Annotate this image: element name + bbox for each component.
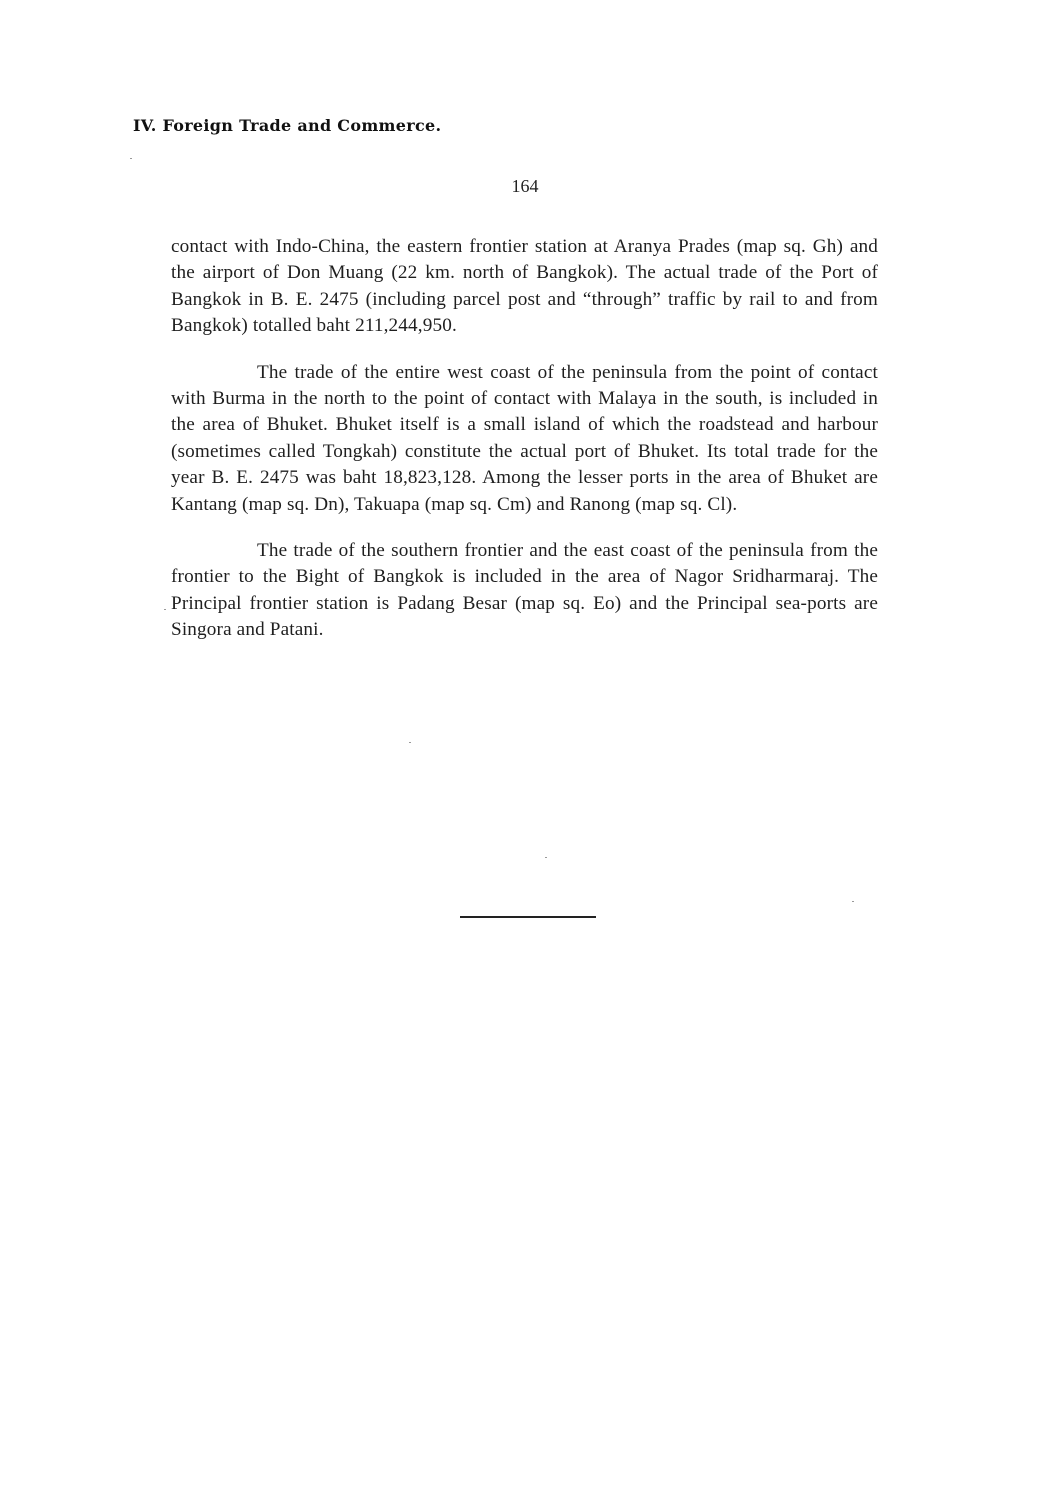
- paragraph-southern-frontier: The trade of the southern frontier and the east coast of the peninsula from the frontier to the Bight of Bangkok is included in the area of Nagor Sridharmaraj. The Principal frontier station is Padang Besar (map sq. Eo) and the Principal sea-ports are Singora and Patani.: [171, 540, 878, 641]
- scan-speck: [545, 857, 547, 858]
- scan-speck: [852, 901, 854, 902]
- paragraph-west-coast: The trade of the entire west coast of the peninsula from the point of contact with Burma in the north to the point of contact with Malaya in the south, is included in the area of Bhuket. Bhuket itself is a small island of which the roadstead and harbour (sometimes called Tongkah) constitute the actual port of Bhuket. Its total trade for the year B. E. 2475 was baht 18,823,128. Among the lesser ports in the area of Bhuket are Kantang (map sq. Dn), Takuapa (map sq. Cm) and Ranong (map sq. Cl).: [171, 361, 878, 515]
- page-number: 164: [511, 176, 539, 196]
- body-text: [171, 234, 878, 644]
- scan-speck: [164, 609, 166, 610]
- scan-speck: [409, 742, 411, 743]
- section-heading: IV. Foreign Trade and Commerce.: [133, 116, 442, 135]
- scan-speck: [130, 158, 132, 159]
- paragraph-continuation: contact with Indo-China, the eastern frontier station at Aranya Prades (map sq. Gh) and the airport of Don Muang (22 km. north of Bangkok). The actual trade of the Port of Bangkok in B. E. 2475 (including parcel post and “through” traffic by rail to and from Bangkok) totalled baht 211,244,950.: [171, 236, 878, 337]
- section-end-rule: [460, 916, 596, 918]
